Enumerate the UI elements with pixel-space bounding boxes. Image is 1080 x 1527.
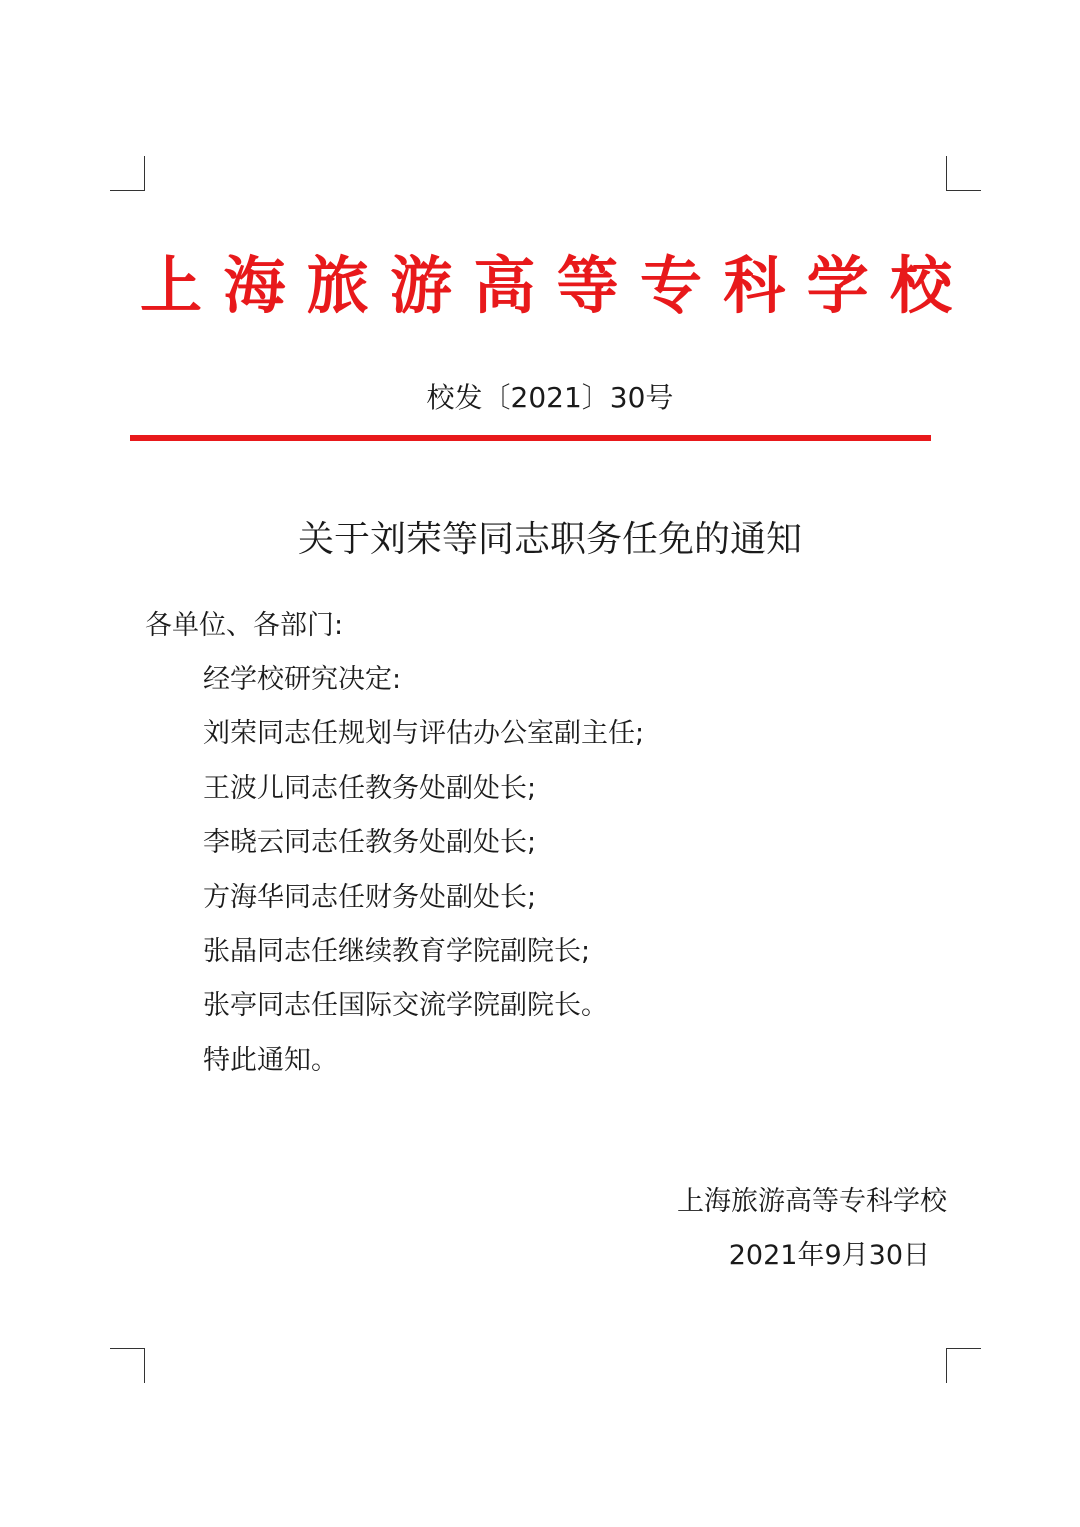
masthead-char: 游 [389,249,452,322]
masthead-char: 旅 [306,249,369,322]
red-separator-line [130,435,931,441]
crop-mark-bottom-left [110,1348,145,1383]
notice-body [203,658,644,1093]
masthead-char: 上 [140,249,203,322]
masthead-char: 高 [473,249,536,322]
document-title: 关于刘荣等同志职务任免的通知 [297,519,802,560]
masthead-char: 校 [889,249,952,322]
body-line: 方海华同志任财务处副处长; [203,881,537,913]
crop-mark-top-left [110,156,145,191]
crop-mark-top-right [946,156,981,191]
masthead-char: 海 [223,249,286,322]
masthead-school-name [140,248,952,324]
signature-organization: 上海旅游高等专科学校 [677,1186,947,1217]
body-line: 李晓云同志任教务处副处长; [203,827,537,859]
body-line: 刘荣同志任规划与评估办公室副主任; [203,718,645,750]
signature-date: 2021年9月30日 [728,1240,930,1271]
body-line: 张亭同志任国际交流学院副院长。 [203,990,608,1022]
body-line: 经学校研究决定: [203,664,402,695]
body-line: 特此通知。 [203,1044,338,1076]
crop-mark-bottom-right [946,1348,981,1383]
body-line: 王波儿同志任教务处副处长; [203,772,537,804]
salutation: 各单位、各部门: [145,610,344,641]
masthead-char: 专 [639,249,702,322]
masthead-char: 等 [556,249,619,322]
document-number: 校发〔2021〕30号 [426,381,674,414]
masthead-char: 学 [806,249,869,322]
masthead-char: 科 [723,249,786,322]
body-line: 张晶同志任继续教育学院副院长; [203,935,591,967]
